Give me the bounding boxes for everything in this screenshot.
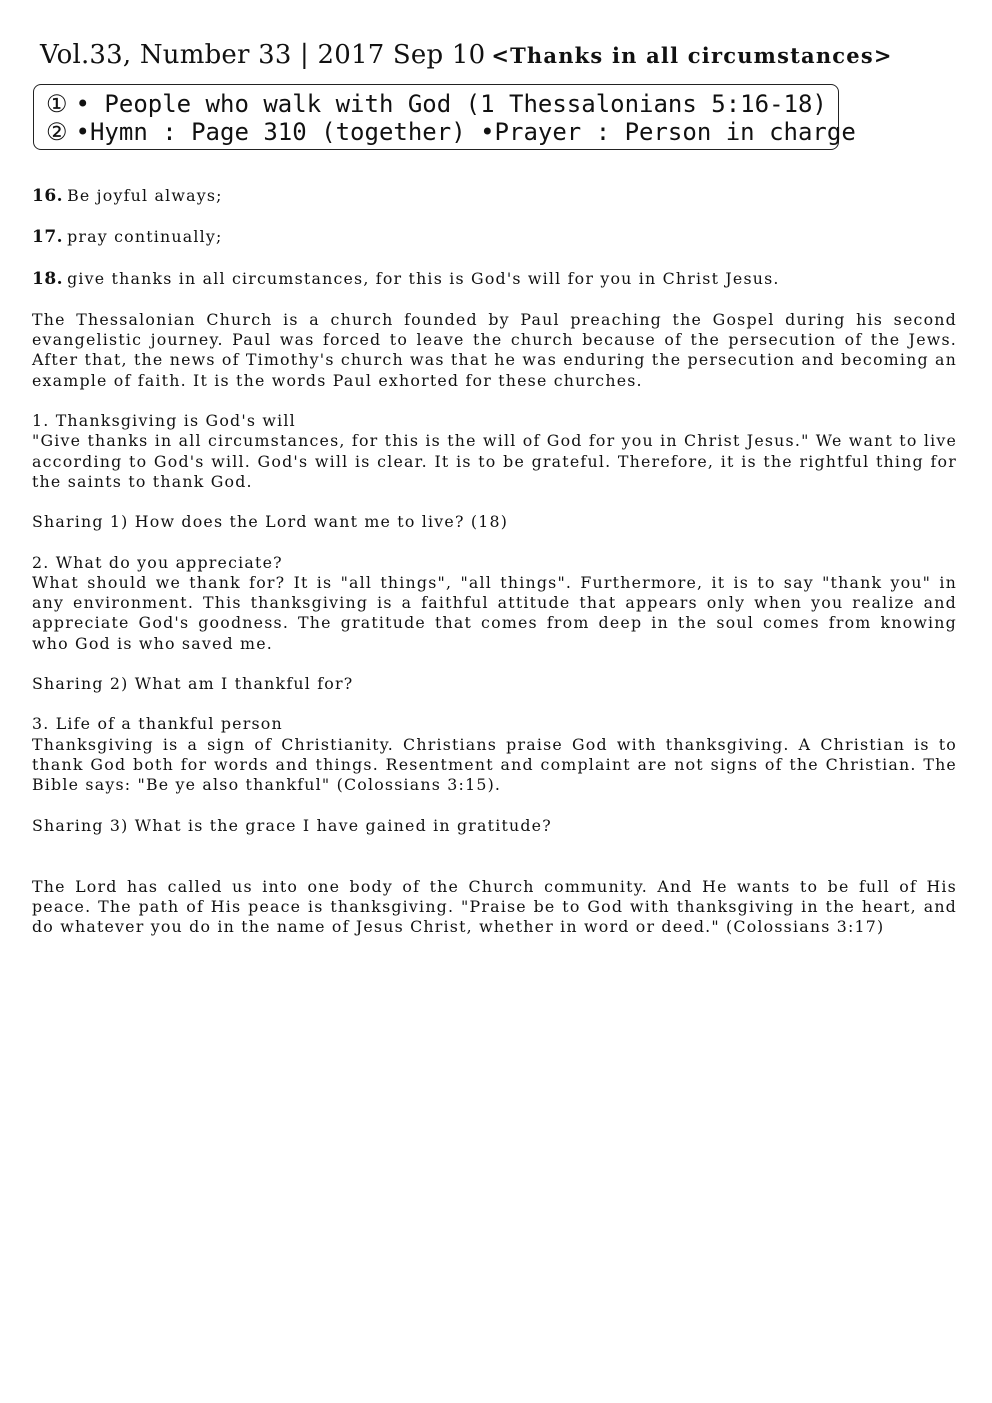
verse-18	[32, 269, 957, 289]
circled-one-marker: ①	[46, 90, 68, 118]
sharing-question-1: Sharing 1) How does the Lord want me to live? (18)	[32, 512, 509, 532]
section-3-body: Thanksgiving is a sign of Christianity. Christians praise God with thanksgiving. A Christian is to thank God both for words and things. Resentment and complaint are not signs of the Christian. The Bible says: "Be ye also thankful" (Colossians 3:15).	[32, 734, 957, 795]
sermon-content	[32, 186, 957, 958]
verse-text: give thanks in all circumstances, for this is God's will for you in Christ Jesus.	[67, 268, 780, 288]
section-1-heading: 1. Thanksgiving is God's will	[32, 411, 296, 431]
spacer	[32, 856, 957, 877]
bulletin-header	[40, 40, 893, 70]
scripture-line	[46, 90, 827, 118]
verse-number: 18.	[32, 268, 64, 289]
sharing-question-3: Sharing 3) What is the grace I have gained in gratitude?	[32, 815, 552, 835]
section-2-heading: 2. What do you appreciate?	[32, 552, 283, 572]
sermon-theme: <Thanks in all circumstances>	[491, 43, 893, 68]
sharing-question-2: Sharing 2) What am I thankful for?	[32, 674, 354, 694]
verse-text: Be joyful always;	[67, 186, 223, 205]
verse-number: 16.	[32, 186, 64, 206]
section-2-body: What should we thank for? It is "all things", "all things". Furthermore, it is to say "thank you" in any environment. This thanksgiving is a faithful attitude that appears only when you realize and appreciate God's goodness. The gratitude that comes from deep in the soul comes from knowing who God is who saved me.	[32, 572, 957, 653]
conclusion-paragraph: The Lord has called us into one body of the Church community. And He wants to be full of His peace. The path of His peace is thanksgiving. "Praise be to God with thanksgiving in the heart, and do whatever you do in the name of Jesus Christ, whether in word or deed." (Colossians 3:17)	[32, 876, 957, 937]
verse-17	[32, 227, 957, 247]
section-3-heading: 3. Life of a thankful person	[32, 714, 283, 734]
intro-paragraph: The Thessalonian Church is a church founded by Paul preaching the Gospel during his second evangelistic journey. Paul was forced to leave the church because of the persecution of the Jews. After that, the news of Timothy's church was that he was enduring the persecution and becoming an example of faith. It is the words Paul exhorted for these churches.	[32, 309, 957, 390]
volume-issue-date: Vol.33, Number 33 | 2017 Sep 10	[40, 40, 486, 70]
hymn-prayer-line	[46, 118, 856, 146]
verse-number: 17.	[32, 227, 64, 248]
circled-two-marker: ②	[46, 118, 68, 146]
service-info-box	[33, 84, 856, 150]
section-1-body: "Give thanks in all circumstances, for this is the will of God for you in Christ Jesus." We want to live according to God's will. God's will is clear. It is to be grateful. Therefore, it is the rightful thing for the saints to thank God.	[32, 431, 957, 491]
hymn-prayer-text: •Hymn : Page 310 (together) •Prayer : Person in charge	[75, 118, 856, 146]
scripture-reference: • People who walk with God (1 Thessalonians 5:16-18)	[75, 90, 827, 118]
verse-16	[32, 186, 957, 206]
verse-text: pray continually;	[67, 227, 223, 247]
